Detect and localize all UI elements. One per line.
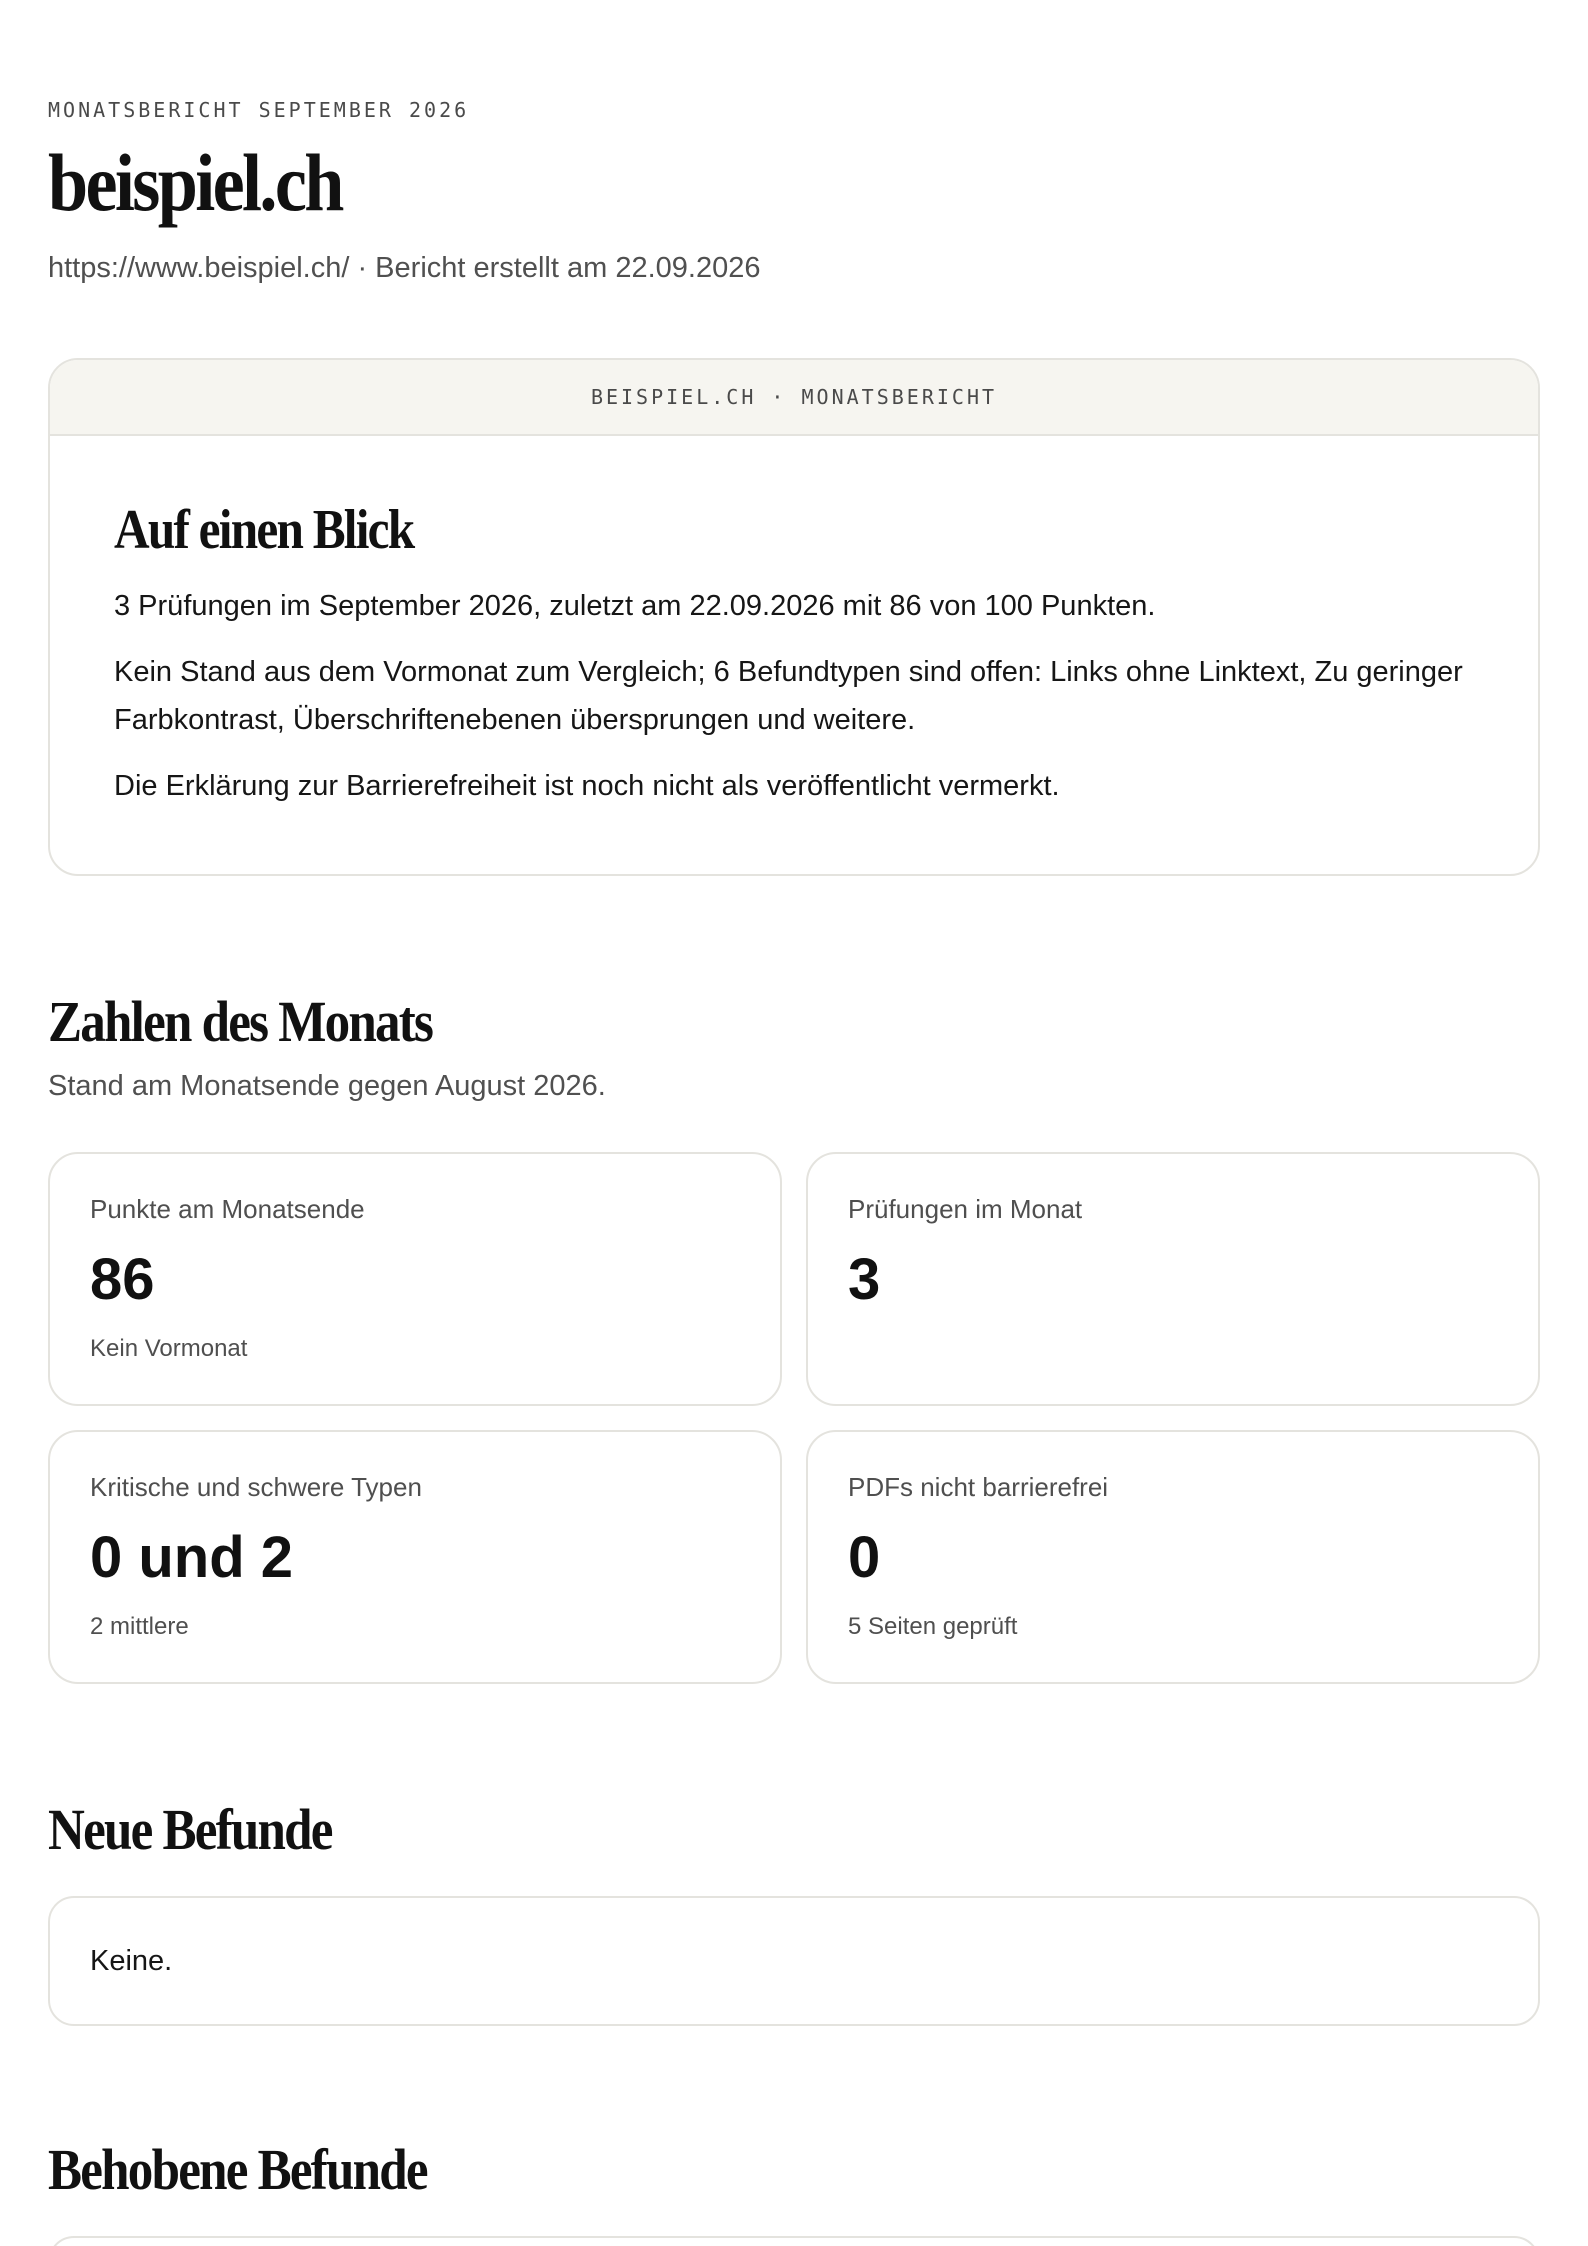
stat-label: Kritische und schwere Typen	[90, 1472, 422, 1502]
new-findings-text: Keine.	[90, 1944, 173, 1977]
stat-value: 3	[848, 1247, 881, 1312]
summary-heading: Auf einen Blick	[114, 499, 414, 561]
stat-card-severity	[48, 1430, 782, 1684]
stat-note: 2 mittlere	[90, 1613, 189, 1640]
site-title: beispiel.ch	[48, 137, 342, 228]
stat-label: Punkte am Monatsende	[90, 1194, 365, 1224]
fixed-findings-heading: Behobene Befunde	[48, 2137, 427, 2202]
stat-card-score	[48, 1152, 782, 1406]
stat-note: 5 Seiten geprüft	[848, 1613, 1018, 1640]
report-subline: https://www.beispiel.ch/ · Bericht erstellt am 22.09.2026	[48, 252, 761, 284]
new-findings-card	[48, 1896, 1540, 2026]
stat-value: 0	[848, 1525, 881, 1590]
new-findings-heading: Neue Befunde	[48, 1797, 332, 1862]
stat-note: Kein Vormonat	[90, 1335, 248, 1362]
summary-card-header	[50, 360, 1538, 436]
stat-value: 0 und 2	[90, 1525, 294, 1590]
fixed-findings-card	[48, 2236, 1540, 2246]
stat-card-pdfs	[806, 1430, 1540, 1684]
stat-label: Prüfungen im Monat	[848, 1194, 1083, 1224]
report-eyebrow: MONATSBERICHT SEPTEMBER 2026	[48, 98, 470, 122]
stat-value: 86	[90, 1247, 155, 1312]
summary-card-body	[50, 436, 1538, 810]
stat-label: PDFs nicht barrierefrei	[848, 1472, 1109, 1502]
summary-paragraph: Die Erklärung zur Barrierefreiheit ist noch nicht als veröffentlicht vermerkt.	[114, 769, 1060, 802]
summary-paragraph: Kein Stand aus dem Vormonat zum Vergleich; 6 Befundtypen sind offen: Links ohne Linktext, Zu geringer Farbkontrast, Überschriftenebenen übersprungen und weitere.	[114, 655, 1463, 736]
figures-heading: Zahlen des Monats	[48, 989, 433, 1054]
stat-card-checks	[806, 1152, 1540, 1406]
summary-card	[48, 358, 1540, 876]
figures-note: Stand am Monatsende gegen August 2026.	[48, 1070, 606, 1102]
summary-card-label: BEISPIEL.CH · MONATSBERICHT	[590, 385, 998, 409]
summary-paragraph: 3 Prüfungen im September 2026, zuletzt am 22.09.2026 mit 86 von 100 Punkten.	[114, 589, 1156, 622]
